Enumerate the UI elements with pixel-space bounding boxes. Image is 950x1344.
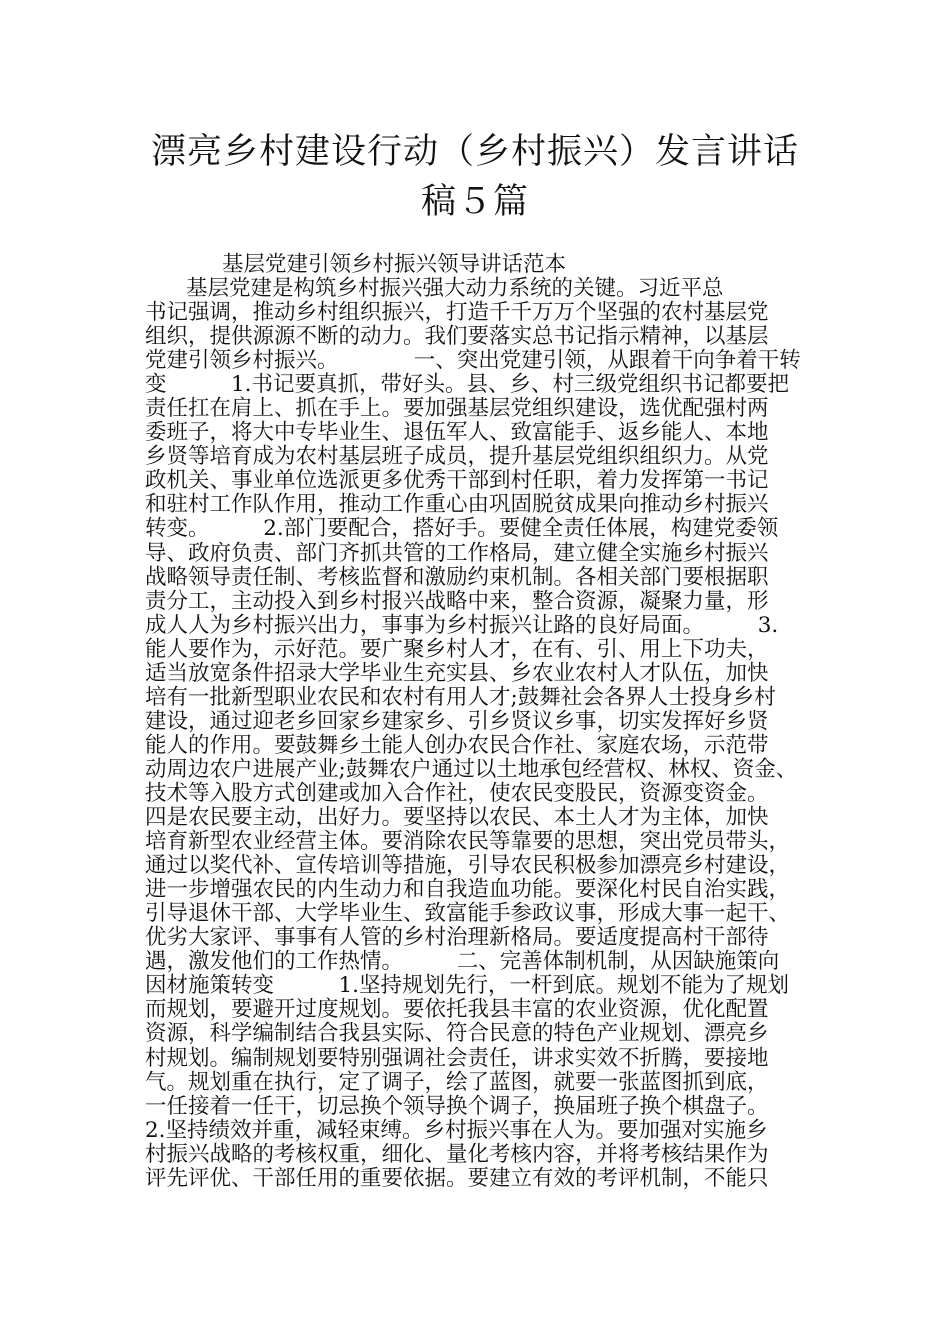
body-line: 通过以奖代补、宣传培训等措施，引导农民积极参加漂亮乡村建设， (145, 853, 791, 879)
body-line: 优劣大家评、事事有人管的乡村治理新格局。要适度提高村干部待 (145, 925, 769, 951)
body-line: 组织，提供源源不断的动力。我们要落实总书记指示精神，以基层 (145, 324, 769, 350)
body-line: 政机关、事业单位选派更多优秀干部到村任职，着力发挥第一书记 (145, 468, 769, 494)
body-line: 技术等入股方式创建或加入合作社，使农民变股民，资源变资金。 (145, 780, 769, 806)
body-line: 变 1.书记要真抓，带好头。县、乡、村三级党组织书记都要把 (145, 372, 790, 398)
body-line: 而规划，要避开过度规划。要依托我县丰富的农业资源，优化配置 (145, 997, 769, 1023)
document-title (120, 127, 830, 227)
body-line: 村振兴战略的考核权重，细化、量化考核内容，并将考核结果作为 (145, 1141, 769, 1167)
body-line: 书记强调，推动乡村组织振兴，打造千千万万个坚强的农村基层党 (145, 300, 769, 326)
body-line: 建设，通过迎老乡回家乡建家乡、引乡贤议乡事，切实发挥好乡贤 (145, 708, 769, 734)
body-line: 基层党建是构筑乡村振兴强大动力系统的关键。习近平总 (145, 276, 724, 301)
body-line: 成人人为乡村振兴出力，事事为乡村振兴让路的良好局面。 3. (145, 612, 779, 638)
body-line: 因材施策转变 1.坚持规划先行，一杆到底。规划不能为了规划 (145, 973, 790, 999)
body-line: 责分工，主动投入到乡村报兴战略中来，整合资源，凝聚力量，形 (145, 588, 769, 614)
body-line: 一任接着一任干，切忌换个领导换个调子，换届班子换个棋盘子。 (145, 1093, 769, 1119)
body-line: 评先评优、干部任用的重要依据。要建立有效的考评机制，不能只 (145, 1165, 769, 1191)
body-line: 党建引领乡村振兴。 一、突出党建引领，从跟着干向争着干转 (145, 348, 801, 374)
body-line: 适当放宽条件招录大学毕业生充实县、乡农业农村人才队伍，加快 (145, 660, 769, 686)
body-line: 2.坚持绩效并重，减轻束缚。乡村振兴事在人为。要加强对实施乡 (145, 1117, 768, 1143)
body-line: 村规划。编制规划要特别强调社会责任，讲求实效不折腾，要接地 (145, 1045, 769, 1071)
body-line: 动周边农户进展产业;鼓舞农户通过以土地承包经营权、林权、资金、 (145, 756, 798, 782)
body-line: 能人要作为，示好范。要广聚乡村人才，在有、引、用上下功夫， (145, 636, 769, 662)
title-line-1: 漂亮乡村建设行动（乡村振兴）发言讲话 (150, 132, 799, 172)
body-line: 四是农民要主动，出好力。要坚持以农民、本土人才为主体，加快 (145, 805, 769, 831)
body-line: 转变。 2.部门要配合，搭好手。要健全责任体展，构建党委领 (145, 516, 779, 542)
body-line: 遇，激发他们的工作热情。 二、完善体制机制，从因缺施策向 (145, 949, 780, 975)
body-line: 委班子，将大中专毕业生、退伍军人、致富能手、返乡能人、本地 (145, 420, 769, 446)
body-line: 责任扛在肩上、抓在手上。要加强基层党组织建设，选优配强村两 (145, 396, 769, 422)
body-line: 进一步增强农民的内生动力和自我造血功能。要深化村民自治实践， (145, 877, 791, 903)
body-line: 引导退休干部、大学毕业生、致富能手参政议事，形成大事一起干、 (145, 901, 791, 927)
document-subtitle: 基层党建引领乡村振兴领导讲话范本 (222, 252, 567, 277)
body-line: 资源，科学编制结合我县实际、符合民意的特色产业规划、漂亮乡 (145, 1021, 769, 1047)
title-line-2: 稿５篇 (420, 182, 529, 222)
body-line: 气。规划重在执行，定了调子，绘了蓝图，就要一张蓝图抓到底， (145, 1069, 769, 1095)
body-line: 导、政府负责、部门齐抓共管的工作格局，建立健全实施乡村振兴 (145, 540, 769, 566)
body-line: 战略领导责任制、考核监督和激励约束机制。各相关部门要根据职 (145, 564, 769, 590)
document-body (145, 277, 825, 1191)
body-line: 和驻村工作队作用，推动工作重心由巩固脱贫成果向推动乡村振兴 (145, 492, 769, 518)
body-line: 培育新型农业经营主体。要消除农民等靠要的思想，突出党员带头， (145, 829, 791, 855)
body-line: 培有一批新型职业农民和农村有用人才;鼓舞社会各界人士投身乡村 (145, 684, 776, 710)
body-line: 能人的作用。要鼓舞乡土能人创办农民合作社、家庭农场，示范带 (145, 732, 769, 758)
body-line: 乡贤等培育成为农村基层班子成员，提升基层党组织组织力。从党 (145, 444, 769, 470)
